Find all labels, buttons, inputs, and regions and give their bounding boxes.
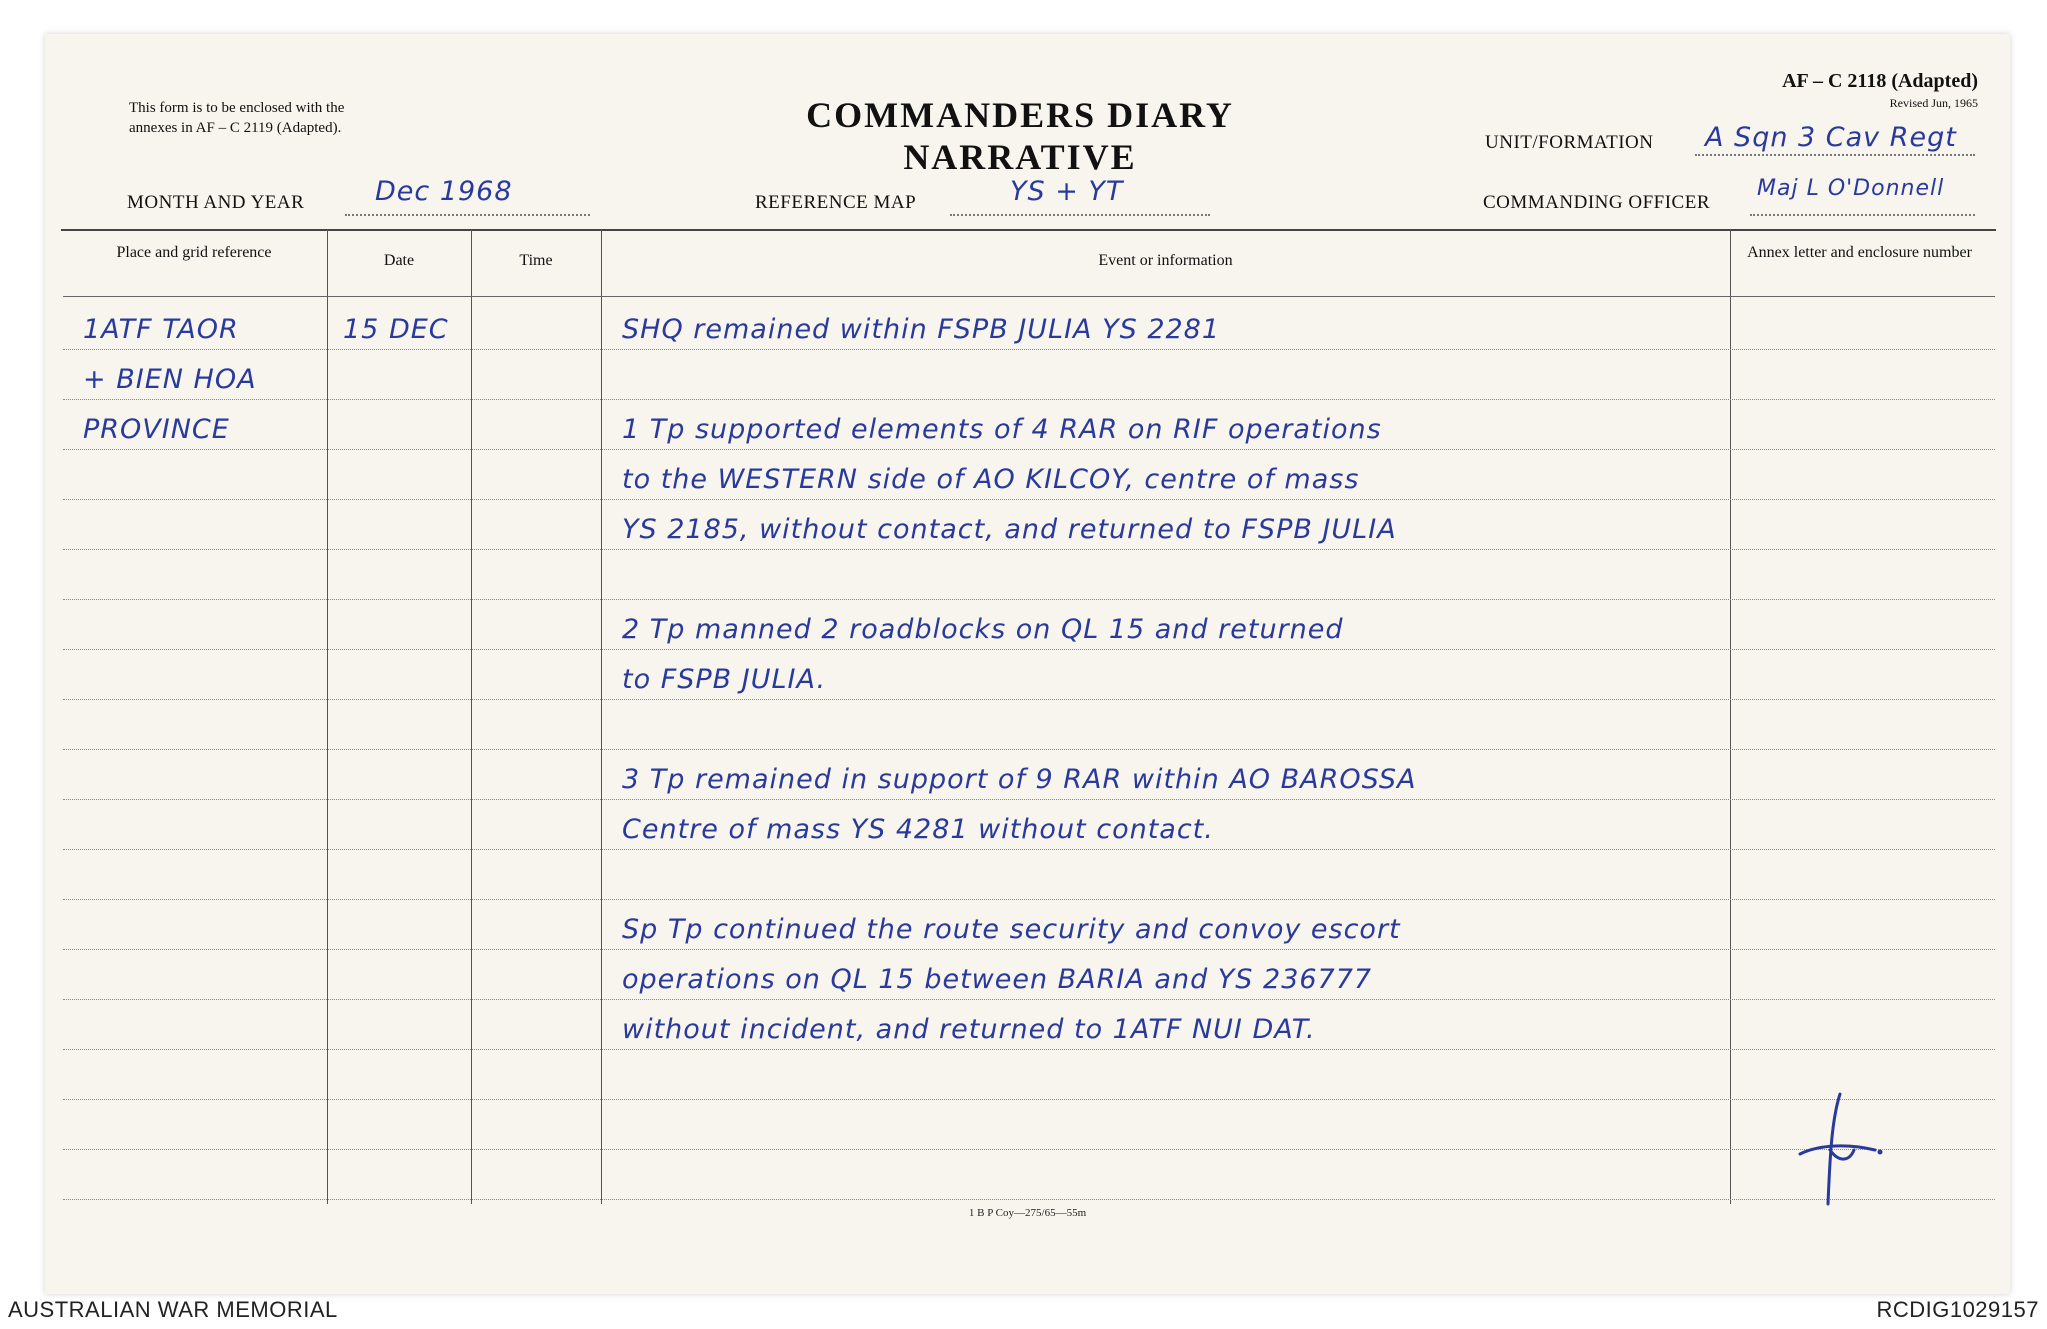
enclosure-note-line1: This form is to be enclosed with the [129,100,345,116]
form-number: AF – C 2118 (Adapted) [1782,70,1978,92]
ruled-line [63,349,1995,350]
month-year-dotline [345,214,590,216]
event-line: Centre of mass YS 4281 without contact. [622,814,1214,845]
column-header-place: Place and grid reference [116,244,272,261]
reference-map-value: YS + YT [1010,176,1124,207]
table-top-border [61,229,1996,231]
event-line: to FSPB JULIA. [622,664,827,695]
event-line: YS 2185, without contact, and returned to FSPB JULIA [622,514,1397,545]
diary-form-sheet [45,34,2010,1294]
archive-source: AUSTRALIAN WAR MEMORIAL [8,1297,338,1322]
ruled-line [63,999,1995,1000]
ruled-line [63,549,1995,550]
ruled-line [63,1049,1995,1050]
event-line: 1 Tp supported elements of 4 RAR on RIF operations [622,414,1382,445]
ruled-line [63,599,1995,600]
form-title: COMMANDERS DIARY NARRATIVE [806,95,1234,177]
column-header-annex: Annex letter and enclosure number [1747,244,1972,261]
column-divider-place [327,229,328,1204]
column-header-time: Time [519,252,553,269]
column-header-date: Date [383,252,415,269]
ruled-line [63,449,1995,450]
enclosure-note-line2: annexes in AF – C 2119 (Adapted). [129,120,342,136]
unit-label: UNIT/FORMATION [1485,132,1654,153]
ruled-line [63,1099,1995,1100]
ruled-line [63,799,1995,800]
signature-mark [1780,1084,1900,1214]
column-header-event: Event or information [1098,252,1233,269]
ruled-line [63,849,1995,850]
enclosure-note [129,98,489,138]
event-line: to the WESTERN side of AO KILCOY, centre of mass [622,464,1360,495]
ruled-line [63,649,1995,650]
column-divider-event [1730,229,1731,1204]
ruled-line [63,749,1995,750]
month-year-value: Dec 1968 [375,176,513,207]
ruled-line [63,949,1995,950]
form-revision: Revised Jun, 1965 [1889,96,1978,110]
event-line: SHQ remained within FSPB JULIA YS 2281 [622,314,1221,345]
commanding-officer-dotline [1750,214,1975,216]
place-line-1: 1ATF TAOR [83,314,239,345]
ruled-line [63,899,1995,900]
commanding-officer-label: COMMANDING OFFICER [1483,192,1710,213]
event-line: without incident, and returned to 1ATF NUI DAT. [622,1014,1316,1045]
column-divider-date [471,229,472,1204]
commanding-officer-value: Maj L O'Donnell [1757,176,1945,201]
place-line-2: + BIEN HOA [83,364,257,395]
ruled-line [63,399,1995,400]
event-line: 2 Tp manned 2 roadblocks on QL 15 and returned [622,614,1344,645]
column-divider-time [601,229,602,1204]
reference-map-dotline [950,214,1210,216]
unit-value: A Sqn 3 Cav Regt [1705,122,1957,153]
ruled-line [63,699,1995,700]
table-header-rule [63,296,1995,297]
ruled-line [63,499,1995,500]
archive-id: RCDIG1029157 [1876,1297,2039,1322]
ruled-line [63,1199,1995,1200]
event-line: 3 Tp remained in support of 9 RAR within AO BAROSSA [622,764,1417,795]
place-line-3: PROVINCE [83,414,230,445]
event-line: Sp Tp continued the route security and convoy escort [622,914,1401,945]
event-line: operations on QL 15 between BARIA and YS 236777 [622,964,1373,995]
ruled-line [63,1149,1995,1150]
unit-dotline [1695,154,1975,156]
print-code: 1 B P Coy—275/65—55m [968,1207,1087,1219]
reference-map-label: REFERENCE MAP [755,192,917,213]
entry-date: 15 DEC [343,314,449,345]
month-year-label: MONTH AND YEAR [127,192,305,213]
